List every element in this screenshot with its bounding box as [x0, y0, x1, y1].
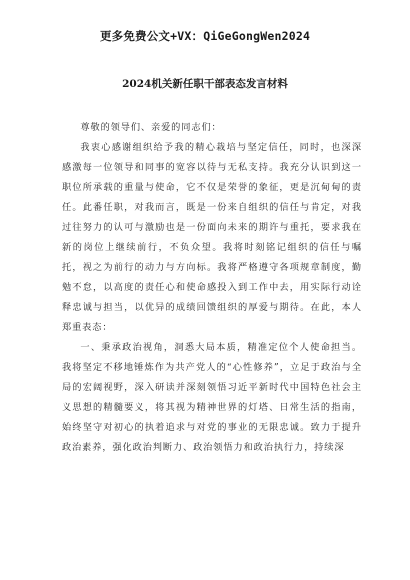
greeting-line: 尊敬的领导们、亲爱的同志们： — [80, 122, 222, 133]
document-body — [62, 118, 362, 458]
paragraph-intro: 我衷心感谢组织给予我的精心栽培与坚定信任，同时，也深深感激每一位领导和同事的宽容以待与无私支持。我充分认识到这一职位所承载的重量与使命，它不仅是荣誉的象征，更是沉甸甸的责任。此番任职，对我而言，既是一份来自组织的信任与肯定，对我过往努力的认可与激励也是一份面向未来的期许与重托，要求我在新的岗位上继续前行，不负众望。我将时刻铭记组织的信任与嘱托，视之为前行的动力与方向标。我将严格遵守各项规章制度，勤勉不怠，以高度的责任心和使命感投入到工作中去，用实际行动诠释忠诚与担当，以优异的成绩回馈组织的厚爱与期待。在此，本人郑重表态： — [62, 142, 362, 333]
paragraph-point-one: 一、秉承政治视角，洞悉大局本质，精准定位个人使命担当。我将坚定不移地锤炼作为共产党人的“心性修养”，立足于政治与全局的宏阔视野，深入研读并深刻领悟习近平新时代中国特色社会主义思想的精髓要义，将其视为精神世界的灯塔、日常生活的指南，始终坚守对初心的执着追求与对党的事业的无限忠诚。致力于提升政治素养，强化政治判断力、政治领悟力和政治执行力，持续深 — [62, 342, 362, 453]
promo-banner: 更多免费公文+VX：QiGeGongWen2024 — [99, 29, 311, 43]
document-title: 2024机关新任职干部表态发言材料 — [122, 78, 288, 90]
